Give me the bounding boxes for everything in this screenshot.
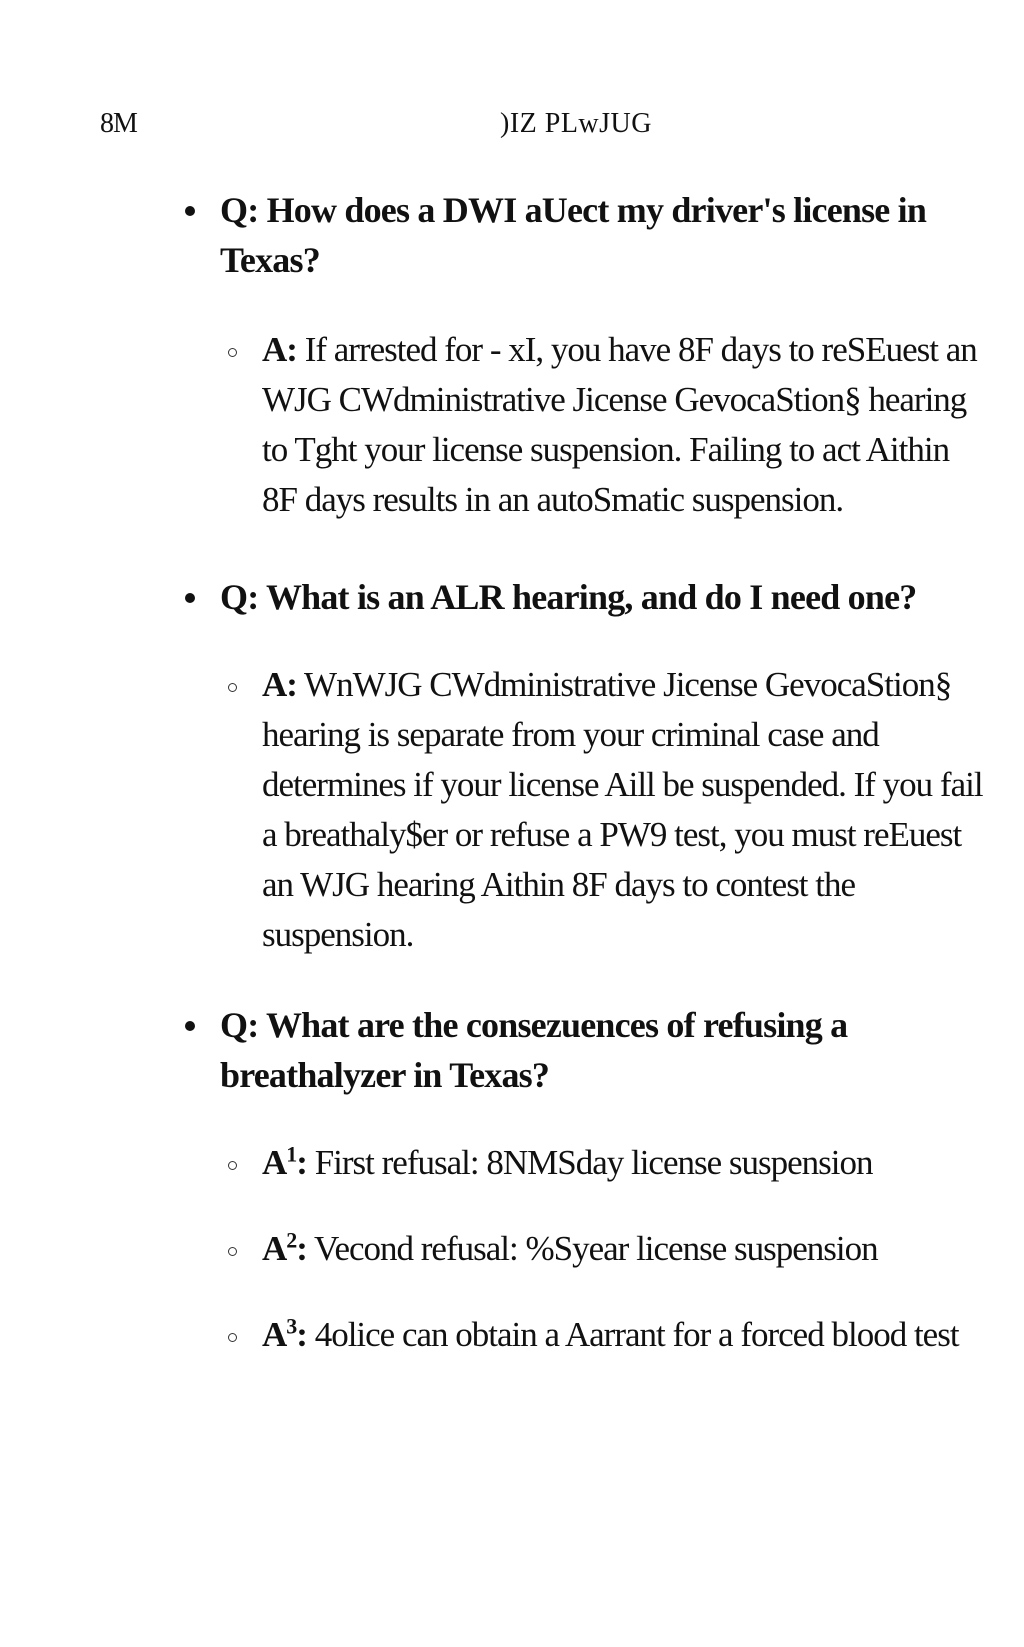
question-text: Q: How does a DWI aUect my driver's license in Texas?: [220, 190, 927, 280]
question-text: Q: What is an ALR hearing, and do I need one?: [220, 577, 917, 617]
answer: [262, 660, 987, 960]
answer-text: WnWJG CWdministrative Jicense GevocaStion§ hearing is separate from your criminal case and determines if your license Aill be suspended. If you fail a breathaly$er or refuse a PW9 test, you must reEuest an WJG hearing Aithin 8F days to contest the suspension.: [262, 665, 983, 954]
page-header: [0, 108, 1024, 148]
bullet-icon: [185, 593, 195, 603]
sub-bullet-icon: [228, 1161, 237, 1170]
running-title: )IZ PLwJUG: [500, 108, 652, 139]
answer-label: $A^2$:: [262, 1227, 307, 1268]
answer-label: A:: [262, 665, 297, 704]
question: [220, 1000, 1000, 1100]
answer-text: If arrested for - xI, you have 8F days to reSEuest an WJG CWdministrative Jicense GevocaStion§ hearing to Tght your license suspension. Failing to act Aithin 8F days results in an autoSmatic suspension.: [262, 330, 977, 519]
faq-item: [0, 572, 1024, 960]
page-number: 8M: [100, 108, 137, 139]
question: [220, 185, 1000, 285]
answer: [262, 325, 987, 525]
answer-label: A:: [262, 330, 297, 369]
answer-text: First refusal: 8NMSday license suspension: [306, 1143, 873, 1182]
answer: [262, 1138, 987, 1188]
question: [220, 572, 1000, 622]
answer: [262, 1224, 987, 1274]
faq-list: [0, 185, 1024, 1360]
answer: [262, 1310, 987, 1360]
bullet-icon: [185, 206, 195, 216]
faq-item: [0, 185, 1024, 525]
bullet-icon: [185, 1021, 195, 1031]
answer-text: 4olice can obtain a Aarrant for a forced blood test: [306, 1315, 959, 1354]
sub-bullet-icon: [228, 683, 237, 692]
sub-bullet-icon: [228, 348, 237, 357]
answer-label: $A^1$:: [262, 1141, 307, 1182]
sub-bullet-icon: [228, 1333, 237, 1342]
sub-bullet-icon: [228, 1247, 237, 1256]
question-text: Q: What are the consezuences of refusing a breathalyzer in Texas?: [220, 1005, 848, 1095]
answer-text: Vecond refusal: %Syear license suspension: [306, 1229, 878, 1268]
faq-item: [0, 1000, 1024, 1360]
answer-label: $A^3$:: [262, 1313, 307, 1354]
